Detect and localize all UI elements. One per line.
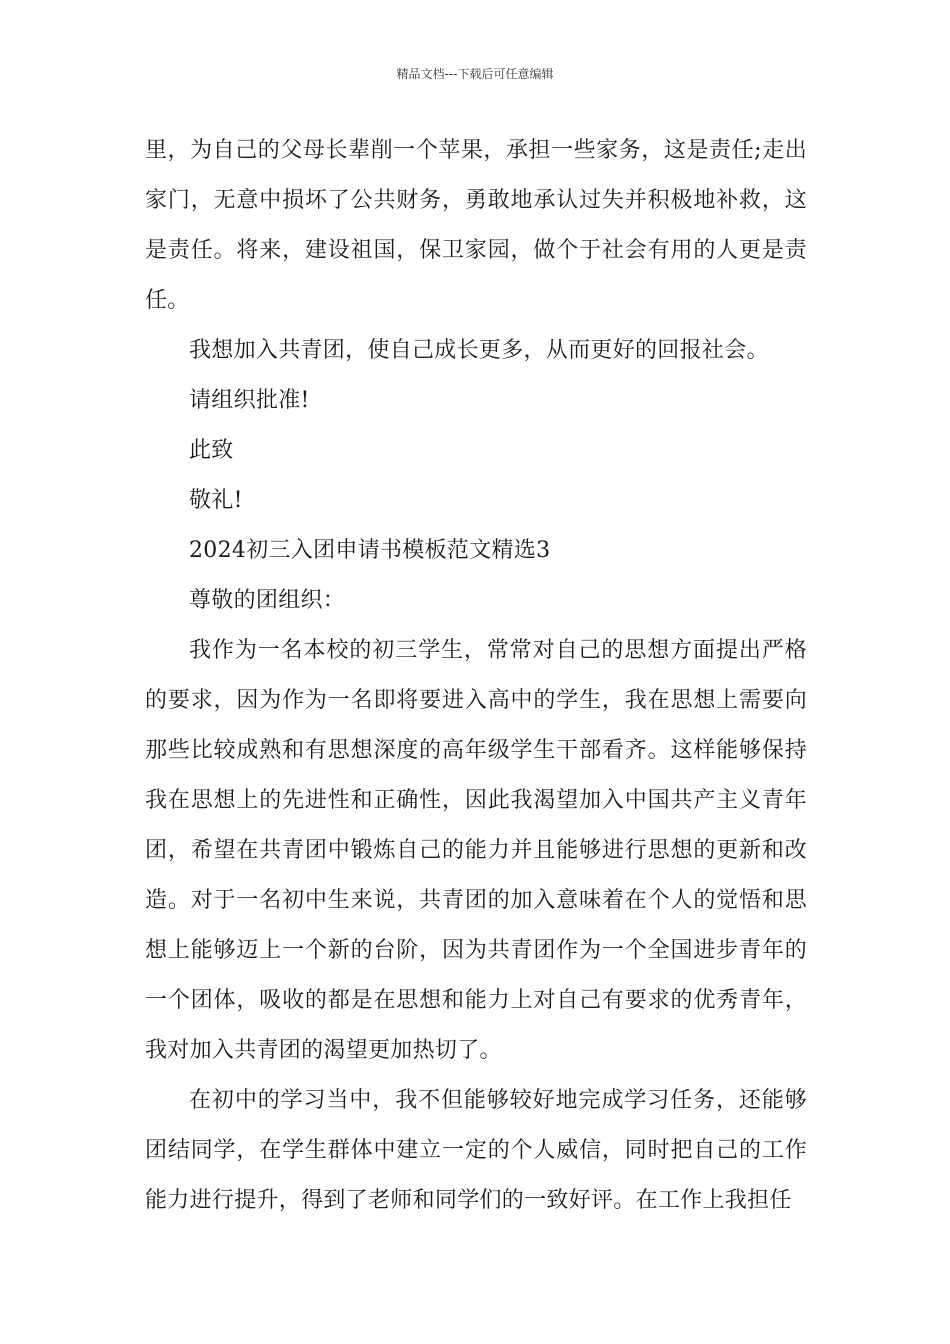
paragraph-join-wish: 我想加入共青团，使自己成长更多，从而更好的回报社会。 (189, 338, 769, 363)
paragraph-body-2: 在初中的学习当中，我不但能够较好地完成学习任务，还能够团结同学，在学生群体中建立一定的个人威信，同时把自己的工作能力进行提升，得到了老师和同学们的一致好评。在工作上我担任 (145, 1088, 807, 1213)
closing-salutation: 此致 (189, 438, 234, 463)
paragraph-body-1: 我作为一名本校的初三学生，常常对自己的思想方面提出严格的要求，因为作为一名即将要进入高中的学生，我在思想上需要向那些比较成熟和有思想深度的高年级学生干部看齐。这样能够保持我在思想上的先进性和正确性，因此我渴望加入中国共产主义青年团，希望在共青团中锻炼自己的能力并且能够进行思想的更新和改造。对于一名初中生来说，共青团的加入意味着在个人的觉悟和思想上能够迈上一个新的台阶，因为共青团作为一个全国进步青年的一个团体，吸收的都是在思想和能力上对自己有要求的优秀青年，我对加入共青团的渴望更加热切了。 (145, 638, 807, 1063)
paragraph-continuation: 里，为自己的父母长辈削一个苹果，承担一些家务，这是责任;走出家门，无意中损坏了公共财务，勇敢地承认过失并积极地补救，这是责任。将来，建设祖国，保卫家园，做个于社会有用的人更是责任。 (145, 138, 807, 313)
paragraph-request-approval: 请组织批准! (189, 388, 310, 413)
document-body (145, 126, 807, 1226)
closing-respect: 敬礼! (189, 488, 243, 513)
page-header: 精品文档---下载后可任意编辑 (396, 67, 554, 81)
section-title: 2024初三入团申请书模板范文精选3 (189, 538, 551, 563)
greeting: 尊敬的团组织： (189, 588, 346, 613)
